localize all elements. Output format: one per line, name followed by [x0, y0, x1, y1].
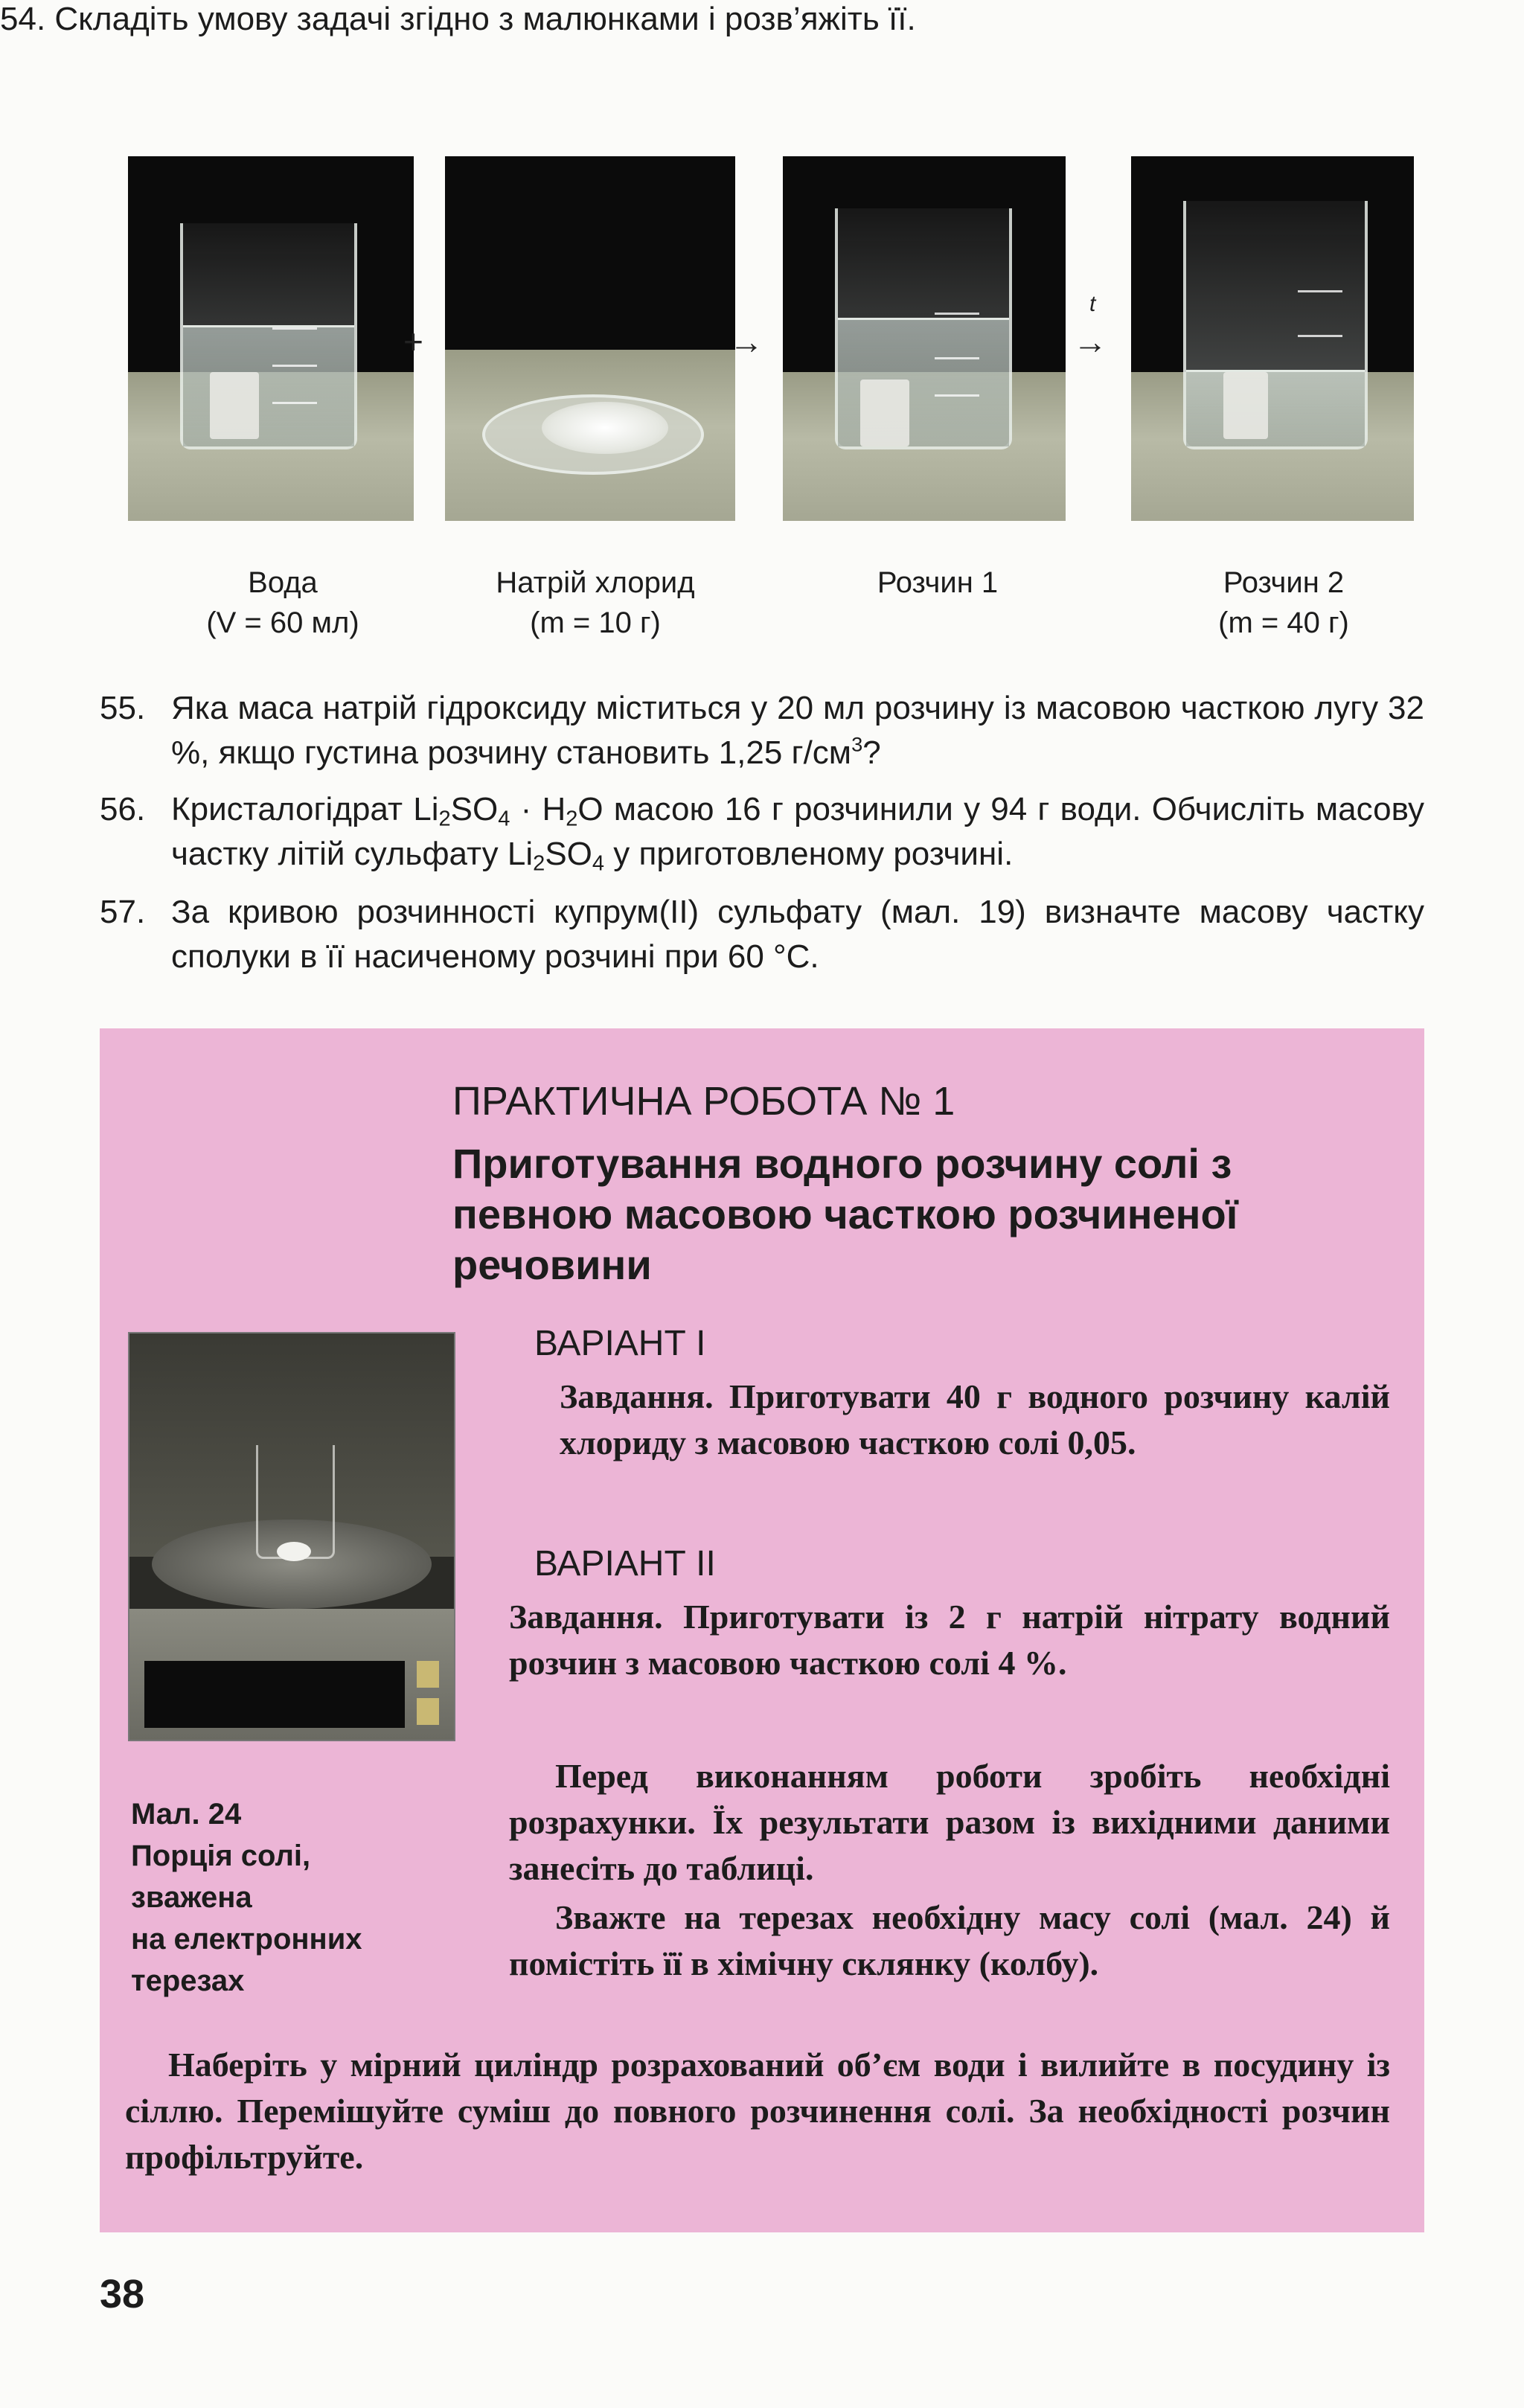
task-56-number: 56. — [100, 791, 146, 827]
figure-24-scale-photo — [128, 1332, 455, 1741]
photo-solution-2 — [1131, 156, 1414, 521]
photo-solution-1 — [783, 156, 1066, 521]
photo-salt-dish — [445, 156, 735, 521]
task-57-text: За кривою розчинності купрум(II) сульфату (мал. 19) визначте масову частку сполуки в її насиченому розчині при 60 °C. — [171, 894, 1424, 975]
scale-button-icon — [417, 1661, 439, 1688]
paragraph-calculations: Перед виконанням роботи зробіть необхідні розрахунки. Їх результати разом із вихідними даними занесіть до таблиці. — [509, 1757, 1390, 1887]
plus-sign: + — [403, 322, 423, 361]
task-56 — [100, 787, 1424, 877]
practical-title: Приготування водного розчину солі з певною масовою часткою розчиненої речовини — [452, 1140, 1238, 1288]
heat-arrow-sign — [1073, 292, 1107, 362]
task-55: 55. Яка маса натрій гідроксиду міститься у 20 мл розчину із масовою часткою лугу 32 %, якщо густина розчину становить 1,25 $г/см^3$? — [100, 686, 1424, 775]
task-55-number: 55. — [100, 690, 146, 726]
page-number: 38 — [100, 2272, 145, 2316]
caption-sodium-chloride: Натрій хлорид (m = 10 г) — [496, 566, 695, 639]
task-54-text: Складіть умову задачі згідно з малюнками і розв’яжіть її. — [54, 1, 916, 37]
practical-heading: ПРАКТИЧНА РОБОТА № 1 — [452, 1079, 955, 1124]
task-54-number: 54. — [0, 1, 46, 37]
beaker-icon — [1183, 201, 1368, 449]
task-56-text: Кристалогідрат $Li_2SO_4 \cdot H_2O$ масою 16 г розчинили у 94 г води. Обчисліть масову частку літій сульфату $Li_2SO_4$ у приготовленому розчині. — [171, 791, 1424, 876]
task-55-text: Яка маса натрій гідроксиду міститься у 20 мл розчину із масовою часткою лугу 32 %, якщо густина розчину становить 1,25 г/см — [171, 690, 1424, 771]
variant-1-task: Завдання. Приготувати 40 г водного розчину калій хлориду з масовою часткою солі 0,05. — [560, 1377, 1390, 1461]
task-57-number: 57. — [100, 894, 146, 930]
paragraph-water: Наберіть у мірний циліндр розрахований об’єм води і вилийте в посудину із сіллю. Перемішуйте суміш до повного розчинення солі. За необхідності розчин профільтруйте. — [125, 2046, 1390, 2176]
salt-portion-icon — [277, 1542, 311, 1561]
arrow-sign: → — [729, 322, 763, 361]
scale-display-icon — [144, 1661, 405, 1728]
caption-solution-1: Розчин 1 — [877, 566, 999, 599]
caption-solution-2: Розчин 2 (m = 40 г) — [1218, 566, 1349, 639]
beaker-icon — [835, 208, 1012, 449]
salt-pile-icon — [542, 402, 668, 454]
heat-symbol: t — [1089, 292, 1096, 316]
variant-2-task: Завдання. Приготувати із 2 г натрій нітрату водний розчин з масовою часткою солі 4 %. — [509, 1598, 1390, 1682]
paragraph-weigh: Зважте на терезах необхідну масу солі (мал. 24) й помістіть її в хімічну склянку (колбу). — [509, 1898, 1390, 1982]
variant-1-label: ВАРІАНТ І — [534, 1324, 706, 1363]
figure-24-caption: Мал. 24 Порція солі, зважена на електронних терезах — [131, 1798, 362, 1997]
task-54 — [0, 0, 1524, 39]
task-57 — [100, 890, 1424, 979]
variant-2-label: ВАРІАНТ ІІ — [534, 1544, 716, 1584]
caption-water: Вода (V = 60 мл) — [206, 566, 359, 639]
heat-arrow: → — [1073, 322, 1107, 361]
scale-button-icon — [417, 1698, 439, 1725]
photo-water-beaker — [128, 156, 414, 521]
beaker-icon — [180, 223, 357, 449]
